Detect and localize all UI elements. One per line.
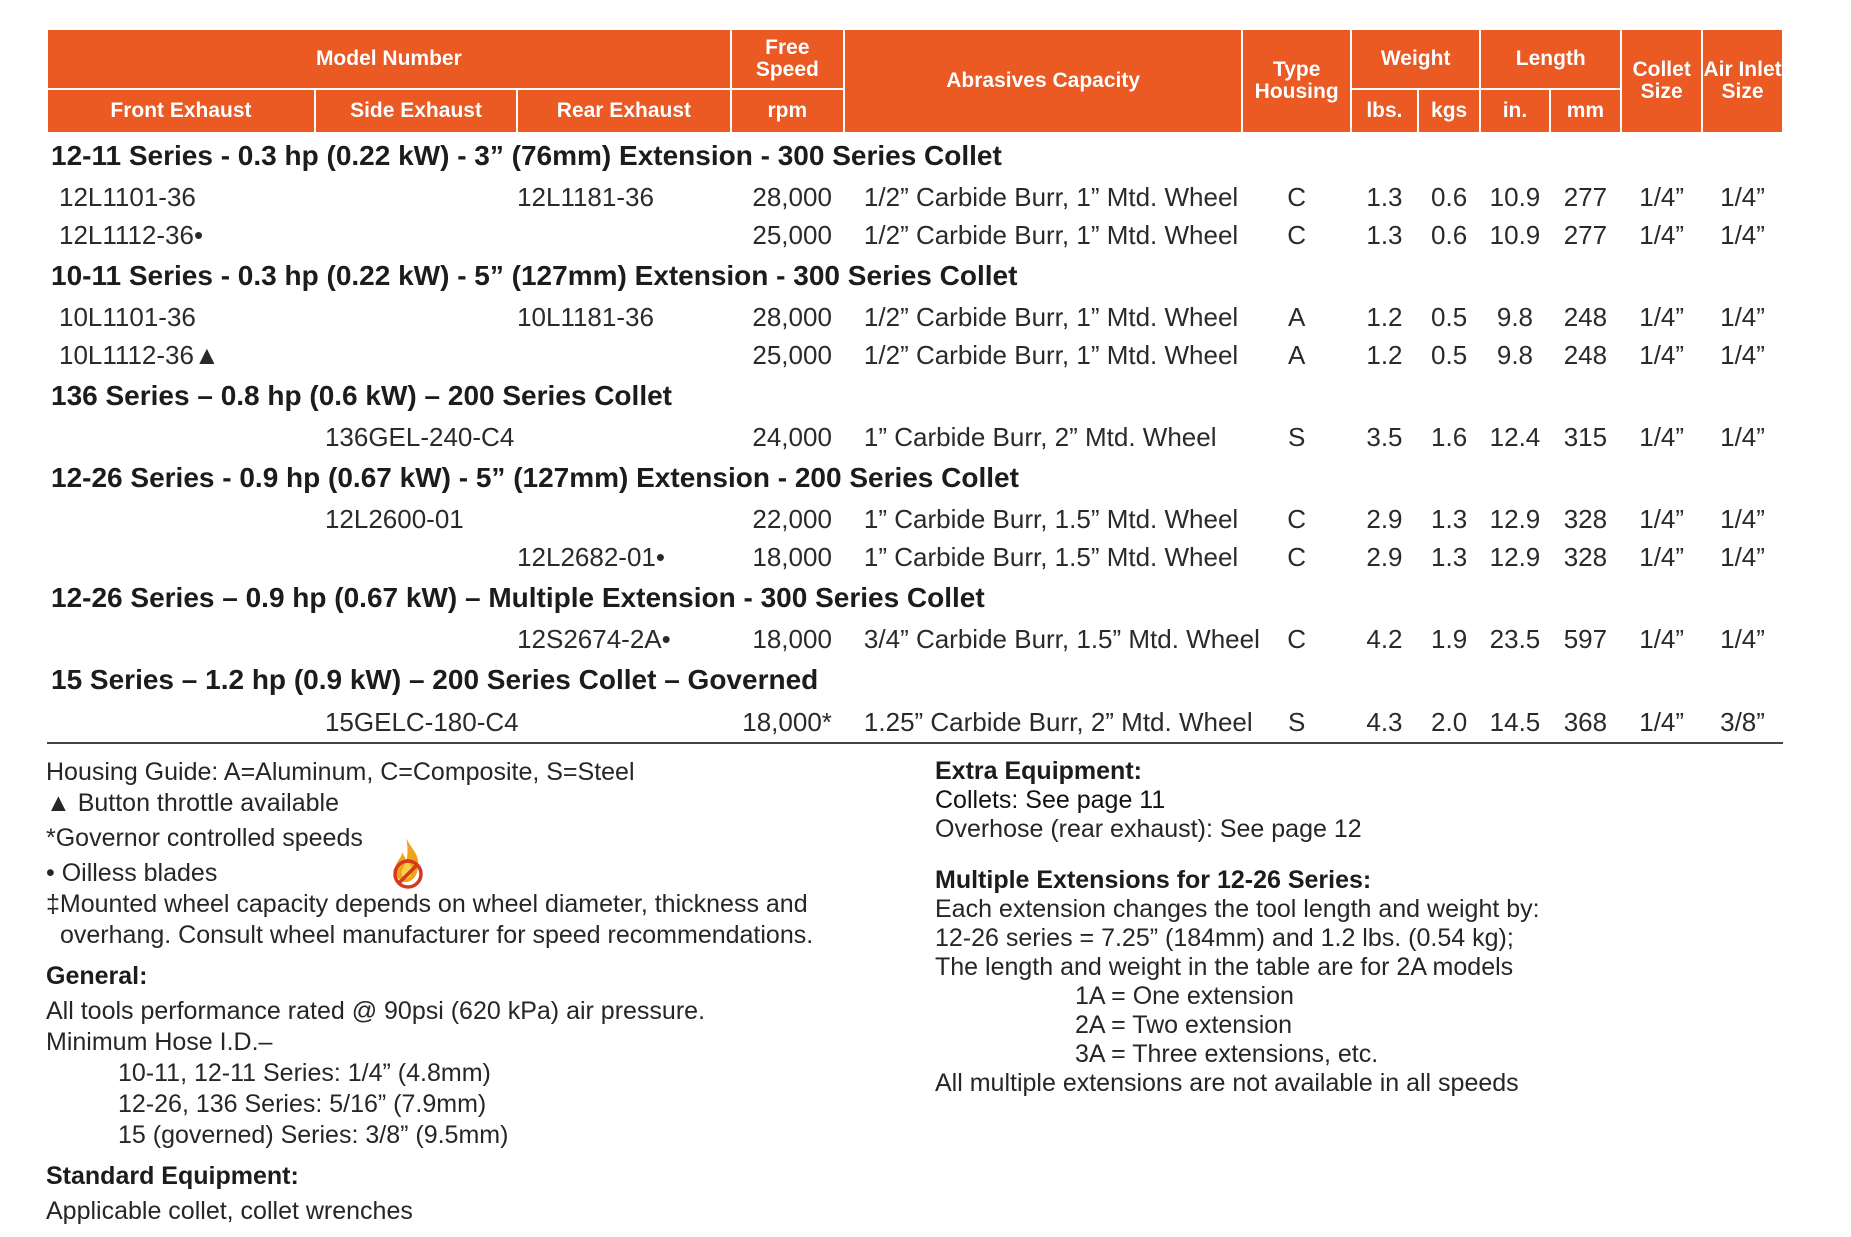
air-inlet-cell: 3/8” — [1702, 702, 1783, 743]
abrasives-cell: 1” Carbide Burr, 1.5” Mtd. Wheel — [863, 541, 1239, 572]
collet-size-cell: 1/4” — [1639, 219, 1685, 250]
length-mm-cell: 248 — [1563, 339, 1608, 370]
series-title: 12-26 Series – 0.9 hp (0.67 kW) – Multiple Extension - 300 Series Collet — [51, 582, 985, 613]
length-in-cell: 14.5 — [1480, 702, 1549, 743]
general-title: General: — [46, 962, 148, 990]
series-heading-row — [47, 254, 1783, 298]
rpm-cell: 18,000* — [731, 702, 844, 743]
standard-equipment: Applicable collet, collet wrenches — [46, 1197, 413, 1225]
collet-size-cell: 1/4” — [1639, 503, 1685, 534]
button-throttle-note: ▲ Button throttle available — [46, 789, 339, 817]
series-title: 15 Series – 1.2 hp (0.9 kW) – 200 Series Collet – Governed — [51, 664, 819, 695]
header-lbs: lbs. — [1351, 89, 1418, 133]
length-in-cell: 9.8 — [1496, 339, 1534, 370]
air-inlet-cell: 1/4” — [1720, 219, 1765, 250]
side-exhaust-cell — [315, 336, 517, 374]
rpm-cell: 22,000 — [752, 503, 832, 534]
series-heading-row — [47, 658, 1783, 702]
air-inlet-cell: 1/4” — [1720, 541, 1765, 572]
abrasives-cell: 1/2” Carbide Burr, 1” Mtd. Wheel — [863, 339, 1239, 370]
length-mm-cell: 368 — [1550, 702, 1622, 743]
rear-exhaust-cell — [517, 336, 731, 374]
front-exhaust-cell — [47, 538, 315, 576]
extra-overhose: Overhose (rear exhaust): See page 12 — [935, 815, 1362, 843]
length-in-cell: 12.4 — [1489, 421, 1541, 452]
series-title: 136 Series – 0.8 hp (0.6 kW) – 200 Series Collet — [51, 380, 672, 411]
rear-exhaust-cell — [517, 702, 731, 743]
housing-guide: Housing Guide: A=Aluminum, C=Composite, S=Steel — [46, 758, 635, 786]
notes-right — [935, 757, 1795, 1098]
header-rear-exhaust: Rear Exhaust — [517, 89, 731, 133]
side-exhaust-cell — [315, 620, 517, 658]
collet-size-cell: 1/4” — [1639, 339, 1685, 370]
front-exhaust-cell: 12L1101-36 — [59, 181, 196, 212]
length-in-cell: 9.8 — [1496, 301, 1534, 332]
weight-lbs-cell: 1.2 — [1366, 301, 1403, 332]
housing-cell: C — [1287, 503, 1307, 534]
abrasives-cell: 1/2” Carbide Burr, 1” Mtd. Wheel — [863, 219, 1239, 250]
abrasives-cell: 1.25” Carbide Burr, 2” Mtd. Wheel — [844, 702, 1242, 743]
air-inlet-cell: 1/4” — [1720, 421, 1765, 452]
weight-kgs-cell: 1.9 — [1431, 623, 1468, 654]
standard-equipment-title: Standard Equipment: — [46, 1162, 299, 1190]
table-body — [47, 133, 1783, 743]
front-exhaust-cell — [47, 500, 315, 538]
header-rpm: rpm — [731, 89, 844, 133]
side-exhaust-cell — [315, 538, 517, 576]
length-mm-cell: 315 — [1563, 421, 1608, 452]
side-exhaust-cell: 15GELC-180-C4 — [315, 702, 517, 743]
housing-cell: C — [1287, 219, 1307, 250]
abrasives-cell: 1/2” Carbide Burr, 1” Mtd. Wheel — [863, 301, 1239, 332]
collet-size-cell: 1/4” — [1639, 623, 1685, 654]
min-hose-id: Minimum Hose I.D.– — [46, 1028, 273, 1056]
weight-lbs-cell: 2.9 — [1366, 503, 1403, 534]
multi-line-7: All multiple extensions are not available in all speeds — [935, 1069, 1519, 1097]
housing-cell: C — [1287, 181, 1307, 212]
side-exhaust-cell — [315, 216, 517, 254]
hose-spec-3: 15 (governed) Series: 3/8” (9.5mm) — [118, 1121, 509, 1149]
header-collet-size: Collet Size — [1621, 29, 1702, 133]
length-mm-cell: 248 — [1563, 301, 1608, 332]
abrasives-cell: 1/2” Carbide Burr, 1” Mtd. Wheel — [863, 181, 1239, 212]
rpm-cell: 28,000 — [752, 181, 832, 212]
rpm-cell: 24,000 — [752, 421, 832, 452]
housing-cell: C — [1287, 623, 1307, 654]
weight-kgs-cell: 0.6 — [1431, 219, 1468, 250]
multi-line-3: The length and weight in the table are for 2A models — [935, 953, 1514, 981]
length-mm-cell: 328 — [1563, 503, 1608, 534]
rear-exhaust-cell — [517, 418, 731, 456]
side-exhaust-cell — [315, 298, 517, 336]
length-mm-cell: 597 — [1563, 623, 1608, 654]
collet-size-cell: 1/4” — [1639, 181, 1685, 212]
rear-exhaust-cell: 10L1181-36 — [517, 301, 654, 332]
weight-kgs-cell: 1.3 — [1431, 503, 1468, 534]
multi-line-2: 12-26 series = 7.25” (184mm) and 1.2 lbs. (0.54 kg); — [935, 924, 1514, 952]
hose-spec-1: 10-11, 12-11 Series: 1/4” (4.8mm) — [118, 1059, 491, 1087]
header-side-exhaust: Side Exhaust — [315, 89, 517, 133]
table-header — [47, 29, 1783, 133]
multi-line-1: Each extension changes the tool length and weight by: — [935, 895, 1540, 923]
header-length: Length — [1480, 29, 1621, 89]
no-flame-icon — [386, 836, 430, 890]
air-inlet-cell: 1/4” — [1720, 623, 1765, 654]
extra-collets: Collets: See page 11 — [935, 786, 1166, 814]
weight-lbs-cell: 1.3 — [1366, 219, 1403, 250]
length-mm-cell: 277 — [1563, 219, 1608, 250]
header-weight: Weight — [1351, 29, 1480, 89]
air-inlet-cell: 1/4” — [1720, 339, 1765, 370]
hose-spec-2: 12-26, 136 Series: 5/16” (7.9mm) — [118, 1090, 487, 1118]
rear-exhaust-cell — [517, 216, 731, 254]
series-title: 10-11 Series - 0.3 hp (0.22 kW) - 5” (127mm) Extension - 300 Series Collet — [51, 260, 1018, 291]
front-exhaust-cell — [47, 418, 315, 456]
length-in-cell: 12.9 — [1489, 503, 1541, 534]
header-type-housing: Type Housing — [1242, 29, 1351, 133]
length-in-cell: 10.9 — [1489, 219, 1541, 250]
collet-size-cell: 1/4” — [1639, 421, 1685, 452]
table-row — [47, 500, 1783, 538]
housing-cell: A — [1288, 339, 1306, 370]
side-exhaust-cell: 136GEL-240-C4 — [324, 421, 515, 452]
header-model-number: Model Number — [47, 29, 731, 89]
rpm-cell: 25,000 — [752, 219, 832, 250]
table-row — [47, 336, 1783, 374]
rpm-cell: 28,000 — [752, 301, 832, 332]
multiple-extensions-title: Multiple Extensions for 12-26 Series: — [935, 866, 1372, 894]
rpm-cell: 25,000 — [752, 339, 832, 370]
header-air-inlet-size: Air Inlet Size — [1702, 29, 1783, 133]
series-title: 12-26 Series - 0.9 hp (0.67 kW) - 5” (127mm) Extension - 200 Series Collet — [51, 462, 1019, 493]
weight-kgs-cell: 1.3 — [1431, 541, 1468, 572]
weight-lbs-cell: 3.5 — [1366, 421, 1403, 452]
table-row — [47, 178, 1783, 216]
side-exhaust-cell: 12L2600-01 — [324, 503, 464, 534]
series-title: 12-11 Series - 0.3 hp (0.22 kW) - 3” (76mm) Extension - 300 Series Collet — [51, 140, 1002, 171]
multi-line-4: 1A = One extension — [1075, 982, 1294, 1010]
rpm-cell: 18,000 — [752, 541, 832, 572]
weight-kgs-cell: 0.6 — [1431, 181, 1468, 212]
header-in: in. — [1480, 89, 1549, 133]
collet-size-cell: 1/4” — [1639, 301, 1685, 332]
header-free-speed: Free Speed — [731, 29, 844, 89]
series-heading-row — [47, 456, 1783, 500]
spec-table — [46, 28, 1784, 744]
front-exhaust-cell — [47, 702, 315, 743]
housing-cell: C — [1287, 541, 1307, 572]
length-in-cell: 10.9 — [1489, 181, 1541, 212]
multi-line-5: 2A = Two extension — [1075, 1011, 1293, 1039]
length-in-cell: 23.5 — [1489, 623, 1541, 654]
rear-exhaust-cell: 12L2682-01• — [517, 541, 665, 572]
housing-cell: S — [1242, 702, 1351, 743]
rear-exhaust-cell — [517, 500, 731, 538]
length-mm-cell: 277 — [1563, 181, 1608, 212]
table-row — [47, 298, 1783, 336]
weight-lbs-cell: 2.9 — [1366, 541, 1403, 572]
front-exhaust-cell — [47, 620, 315, 658]
general-rating: All tools performance rated @ 90psi (620 kPa) air pressure. — [46, 997, 706, 1025]
air-inlet-cell: 1/4” — [1720, 503, 1765, 534]
mounted-wheel-note: ‡Mounted wheel capacity depends on wheel diameter, thickness and — [46, 890, 808, 918]
weight-lbs-cell: 1.3 — [1366, 181, 1403, 212]
abrasives-cell: 3/4” Carbide Burr, 1.5” Mtd. Wheel — [863, 623, 1260, 654]
notes-left — [46, 757, 906, 1227]
length-in-cell: 12.9 — [1489, 541, 1541, 572]
header-front-exhaust: Front Exhaust — [47, 89, 315, 133]
table-row — [47, 216, 1783, 254]
governor-note: *Governor controlled speeds — [46, 824, 363, 852]
series-heading-row — [47, 133, 1783, 178]
weight-lbs-cell: 1.2 — [1366, 339, 1403, 370]
collet-size-cell: 1/4” — [1621, 702, 1702, 743]
weight-kgs-cell: 2.0 — [1418, 702, 1480, 743]
header-abrasives-capacity: Abrasives Capacity — [844, 29, 1242, 133]
multi-line-6: 3A = Three extensions, etc. — [1075, 1040, 1379, 1068]
series-heading-row — [47, 374, 1783, 418]
oilless-note: • Oilless blades — [46, 859, 218, 887]
table-row — [47, 702, 1783, 743]
housing-cell: S — [1288, 421, 1306, 452]
series-heading-row — [47, 576, 1783, 620]
front-exhaust-cell: 10L1101-36 — [59, 301, 196, 332]
weight-lbs-cell: 4.3 — [1351, 702, 1418, 743]
length-mm-cell: 328 — [1563, 541, 1608, 572]
abrasives-cell: 1” Carbide Burr, 1.5” Mtd. Wheel — [863, 503, 1239, 534]
side-exhaust-cell — [315, 178, 517, 216]
table-row — [47, 538, 1783, 576]
abrasives-cell: 1” Carbide Burr, 2” Mtd. Wheel — [863, 421, 1217, 452]
table-row — [47, 418, 1783, 456]
weight-kgs-cell: 0.5 — [1431, 301, 1468, 332]
collet-size-cell: 1/4” — [1639, 541, 1685, 572]
extra-equipment-title: Extra Equipment: — [935, 757, 1142, 785]
weight-kgs-cell: 0.5 — [1431, 339, 1468, 370]
housing-cell: A — [1288, 301, 1306, 332]
mounted-wheel-note-2: overhang. Consult wheel manufacturer for speed recommendations. — [60, 921, 814, 949]
front-exhaust-cell: 10L1112-36▲ — [59, 339, 220, 370]
rpm-cell: 18,000 — [752, 623, 832, 654]
air-inlet-cell: 1/4” — [1720, 181, 1765, 212]
header-mm: mm — [1550, 89, 1622, 133]
header-kgs: kgs — [1418, 89, 1480, 133]
front-exhaust-cell: 12L1112-36• — [59, 219, 204, 250]
weight-lbs-cell: 4.2 — [1366, 623, 1403, 654]
air-inlet-cell: 1/4” — [1720, 301, 1765, 332]
rear-exhaust-cell: 12S2674-2A• — [517, 623, 671, 654]
weight-kgs-cell: 1.6 — [1431, 421, 1468, 452]
rear-exhaust-cell: 12L1181-36 — [517, 181, 654, 212]
table-row — [47, 620, 1783, 658]
